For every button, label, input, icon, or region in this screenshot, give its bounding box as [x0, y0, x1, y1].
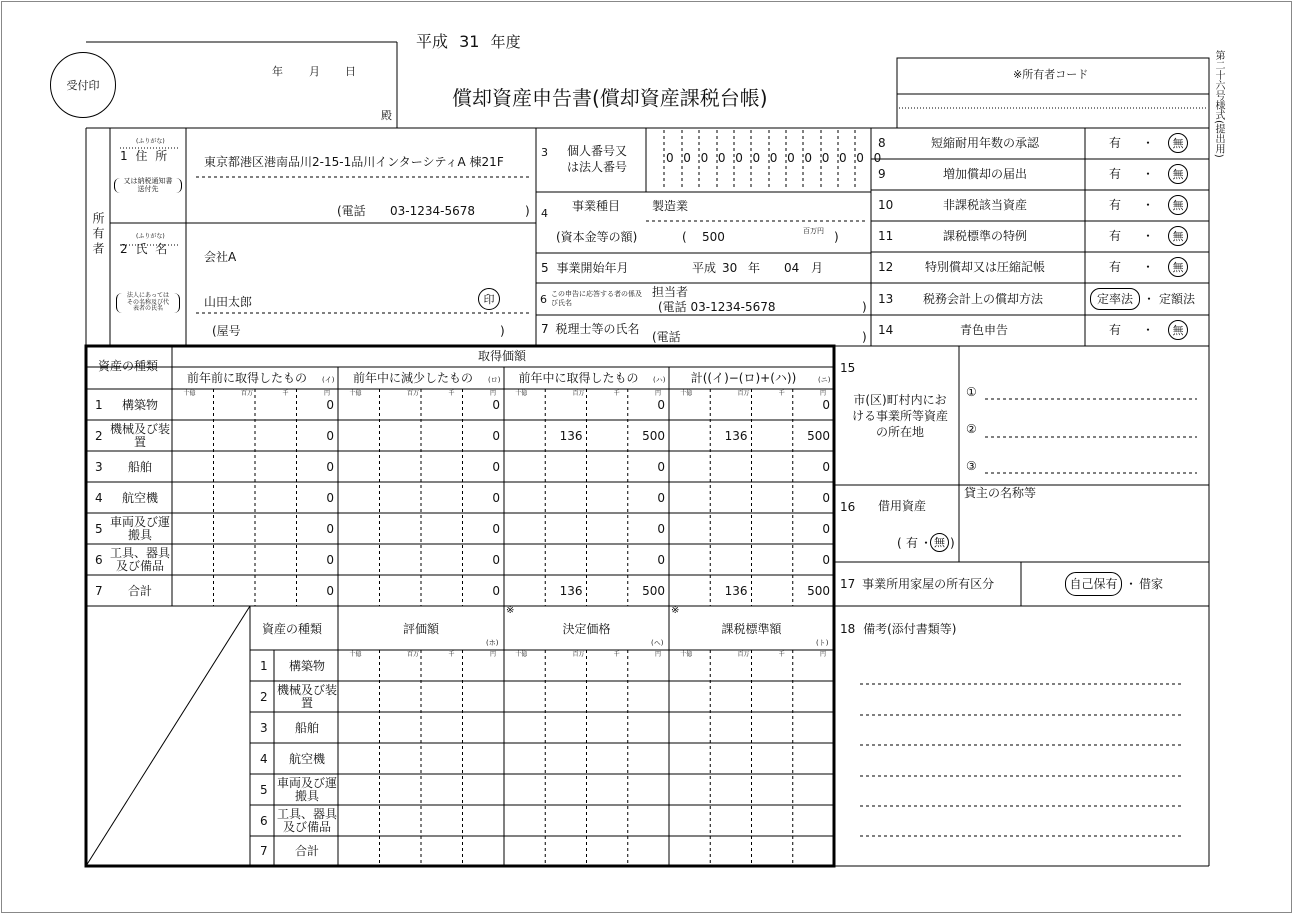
val-unit-label: 千 [448, 651, 455, 658]
name-note: 法人にあってはその名称及び代表者の氏名 [116, 293, 180, 313]
acq-value-yen[interactable]: 0 [492, 397, 500, 412]
f3-label: 個人番号又は法人番号 [566, 144, 627, 174]
item-yes[interactable]: 有 [1109, 229, 1122, 243]
acq-unit-label: 十億 [183, 390, 196, 397]
val-row-name: 車両及び運搬具 [276, 775, 337, 803]
corporate-number-digit: 0 [752, 151, 761, 165]
acq-row-name: 航空機 [121, 490, 158, 505]
location-mark-1: ① [966, 385, 977, 399]
start-year-value[interactable]: 30 [722, 261, 738, 275]
acq-value-yen[interactable]: 0 [657, 490, 665, 505]
acq-value-yen[interactable]: 0 [492, 459, 500, 474]
acq-value-yen[interactable]: 0 [822, 397, 830, 412]
acq-row-number: 3 [95, 459, 103, 474]
item-yes[interactable]: 有 [1109, 167, 1122, 181]
start-month-value[interactable]: 04 [784, 261, 800, 275]
val-row-number: 7 [260, 844, 268, 858]
val-row-number: 1 [260, 658, 268, 673]
item13-number: 13 [878, 292, 894, 306]
val-unit-label: 円 [490, 651, 497, 658]
item-dot: ・ [1142, 198, 1155, 212]
val-unit-label: 百万 [737, 651, 750, 658]
corporate-number-digit: 0 [735, 151, 743, 165]
acq-unit-label: 百万 [407, 390, 420, 397]
acq-column-mark: (ニ) [818, 376, 831, 384]
acq-value-yen[interactable]: 0 [657, 459, 665, 474]
acq-value-yen[interactable]: 0 [326, 521, 334, 536]
item14-dot: ・ [1142, 323, 1155, 337]
item-label: 特別償却又は圧縮記帳 [924, 260, 1045, 274]
acq-row-number: 4 [95, 490, 103, 505]
val-row-name: 機械及び装置 [276, 682, 337, 710]
item-no-circled[interactable]: 無 [1168, 257, 1188, 277]
item13-dot: ・ [1143, 292, 1156, 306]
contact-tel-value[interactable]: (電話 03-1234-5678 [658, 300, 776, 314]
form-number-label: 第二十六号様式(提出用) [1213, 50, 1224, 158]
val-row-number: 3 [260, 720, 268, 735]
val-column-label: 決定価格 [562, 622, 611, 636]
acq-row-name: 構築物 [121, 397, 158, 412]
acq-row-number: 6 [95, 552, 103, 567]
acq-row-number: 1 [95, 397, 103, 412]
acq-value-yen[interactable]: 0 [326, 397, 334, 412]
item-number: 10 [878, 198, 894, 212]
val-unit-label: 千 [778, 651, 785, 658]
acq-unit-label: 百万 [241, 390, 254, 397]
val-row-name: 構築物 [288, 658, 325, 673]
val-unit-label: 十億 [680, 651, 693, 658]
acq-value-yen[interactable]: 0 [657, 397, 665, 412]
date-year-label: 年 [272, 65, 283, 78]
corporate-number-digit: 0 [666, 151, 674, 165]
acq-value-yen[interactable]: 0 [822, 521, 830, 536]
acq-unit-label: 千 [282, 390, 289, 397]
f16-dot: ・ [920, 536, 933, 550]
f17-dot: ・ [1125, 577, 1138, 591]
acq-unit-label: 十億 [680, 390, 693, 397]
acq-value-yen[interactable]: 500 [807, 428, 830, 443]
corporate-number-digit: 0 [717, 151, 726, 165]
f16-close: ) [950, 536, 955, 550]
item-dot: ・ [1142, 136, 1155, 150]
item13-option-declining[interactable]: 定率法 [1090, 288, 1140, 310]
receipt-seal-circle [50, 52, 116, 118]
acq-value-yen[interactable]: 0 [326, 583, 334, 598]
corporate-number-digit: 0 [700, 151, 709, 165]
item14-yes[interactable]: 有 [1109, 323, 1122, 337]
item13-option-straight[interactable]: 定額法 [1159, 292, 1196, 306]
val-unit-label: 千 [613, 651, 620, 658]
val-column-note: ※ [671, 605, 680, 616]
acq-value-yen[interactable]: 0 [326, 428, 334, 443]
f17-option-owned[interactable]: 自己保有 [1065, 572, 1122, 596]
acq-row-number: 2 [95, 428, 103, 443]
corporate-number-digit: 0 [856, 151, 864, 165]
acq-unit-label: 十億 [515, 390, 528, 397]
era-prefix: 平成 [416, 32, 449, 51]
f15-label: 市(区)町村内における事業所等資産の所在地 [852, 393, 949, 439]
acq-value-yen[interactable]: 0 [326, 459, 334, 474]
lender-name-label: 貸主の名称等 [964, 486, 1037, 500]
name-furigana-label: (ふりがな) [136, 233, 165, 240]
acq-unit-label: 十億 [349, 390, 362, 397]
acq-value-yen[interactable]: 0 [326, 552, 334, 567]
location-mark-2: ② [966, 422, 977, 436]
f17-label: 17 事業所用家屋の所有区分 [840, 577, 995, 591]
corporate-number-digit: 0 [769, 151, 778, 165]
val-row-number: 5 [260, 782, 268, 797]
trade-name-label: (屋号 [212, 324, 241, 338]
corporate-number-digit: 0 [839, 151, 847, 165]
f16-number: 16 [840, 500, 856, 514]
item-yes[interactable]: 有 [1109, 260, 1122, 274]
val-unit-label: 円 [820, 651, 827, 658]
item14-label: 青色申告 [960, 323, 1009, 337]
f16-open: ( [897, 536, 902, 550]
seal-mark: 印 [478, 288, 500, 310]
corporate-number-digit: 0 [804, 151, 813, 165]
f4-number: 4 [541, 207, 548, 220]
form-title: 償却資産申告書(償却資産課税台帳) [452, 86, 768, 110]
acq-column-mark: (ロ) [488, 376, 501, 384]
acq-value-yen[interactable]: 0 [492, 428, 500, 443]
capital-label: (資本金等の額) [556, 230, 638, 244]
addressee-label: 殿 [381, 109, 392, 122]
f18-label: 18 備考(添付書類等) [840, 622, 957, 636]
acq-unit-label: 千 [448, 390, 455, 397]
f4-label: 事業種目 [572, 199, 621, 213]
acq-value-yen[interactable]: 0 [657, 552, 665, 567]
val-unit-label: 百万 [572, 651, 585, 658]
acq-unit-label: 円 [820, 390, 827, 397]
item-number: 11 [878, 229, 894, 243]
acq-unit-label: 百万 [572, 390, 585, 397]
item14-no-circled[interactable]: 無 [1168, 320, 1188, 340]
item13-label: 税務会計上の償却方法 [923, 292, 1044, 306]
acq-unit-label: 円 [324, 390, 331, 397]
acq-unit-label: 百万 [737, 390, 750, 397]
address-tel-value[interactable]: 03-1234-5678 [390, 204, 476, 218]
address-tel-prefix: (電話 [337, 204, 366, 218]
val-row-name: 航空機 [288, 751, 325, 766]
item-number: 9 [878, 167, 886, 181]
acq-value-thousands[interactable]: 136 [559, 583, 583, 598]
name-label: 2 氏 名 [120, 242, 168, 256]
trade-name-close: ) [500, 324, 505, 338]
val-row-number: 2 [260, 689, 268, 704]
acq-row-name: 船舶 [127, 459, 152, 474]
name-value[interactable]: 会社A [204, 250, 237, 264]
address-label: 1 住 所 [120, 149, 168, 163]
corporate-number-digits[interactable] [664, 151, 882, 166]
corporate-number-digit: 0 [821, 151, 830, 165]
tax-accountant-tel[interactable]: (電話 [652, 330, 681, 344]
capital-open: ( [682, 230, 687, 244]
acq-unit-label: 千 [613, 390, 620, 397]
item-dot: ・ [1142, 229, 1155, 243]
val-unit-label: 円 [655, 651, 662, 658]
item-no-circled[interactable]: 無 [1168, 226, 1188, 246]
start-era: 平成 [692, 261, 717, 275]
acq-column-mark: (イ) [322, 376, 335, 384]
acq-column-label: 計((イ)−(ロ)+(ハ)) [690, 371, 797, 385]
acq-row-name: 機械及び装置 [110, 421, 171, 449]
era-year: 31 [459, 32, 480, 51]
corporate-number-digit: 0 [873, 151, 882, 165]
acq-column-label: 前年前に取得したもの [186, 371, 307, 385]
f3-number: 3 [541, 146, 548, 159]
item-no-circled[interactable]: 無 [1168, 164, 1188, 184]
start-year-unit: 年 [748, 261, 761, 275]
acq-value-yen[interactable]: 500 [642, 583, 665, 598]
acq-value-yen[interactable]: 0 [657, 521, 665, 536]
val-column-mark: (ホ) [486, 639, 499, 647]
item-label: 増加償却の届出 [942, 167, 1027, 181]
item-number: 12 [878, 260, 894, 274]
val-unit-label: 十億 [515, 651, 528, 658]
item-yes[interactable]: 有 [1109, 136, 1122, 150]
val-unit-label: 百万 [407, 651, 420, 658]
address-value[interactable]: 東京都港区港南品川2-15-1品川インターシティA 棟21F [204, 155, 504, 169]
acq-value-yen[interactable]: 500 [807, 583, 830, 598]
acq-value-yen[interactable]: 0 [492, 521, 500, 536]
item14-number: 14 [878, 323, 894, 337]
capital-close: ) [834, 230, 839, 244]
item-label: 短縮耐用年数の承認 [930, 136, 1039, 150]
item-dot: ・ [1142, 167, 1155, 181]
f16-yes[interactable]: 有 [906, 536, 919, 550]
item-no-circled[interactable]: 無 [1168, 195, 1188, 215]
start-month-unit: 月 [811, 261, 824, 275]
f6-number: 6 [540, 293, 547, 306]
location-mark-3: ③ [966, 459, 977, 473]
capital-unit: 百万円 [803, 227, 824, 235]
acq-unit-label: 千 [778, 390, 785, 397]
acq-value-yen[interactable]: 0 [822, 459, 830, 474]
business-type-value[interactable]: 製造業 [652, 199, 689, 213]
capital-value[interactable]: 500 [702, 230, 725, 244]
f7-label: 7 税理士等の氏名 [541, 322, 640, 336]
acq-value-thousands[interactable]: 136 [724, 428, 748, 443]
acq-value-yen[interactable]: 500 [642, 428, 665, 443]
val-column-label: 課税標準額 [721, 622, 782, 636]
corporate-number-digit: 0 [787, 151, 795, 165]
address-note: 又は納税通知書送付先 [114, 178, 182, 193]
val-unit-label: 十億 [349, 651, 362, 658]
val-row-name: 船舶 [294, 720, 319, 735]
acq-column-mark: (ハ) [653, 376, 666, 384]
f17-option-rented[interactable]: 借家 [1139, 577, 1164, 591]
address-furigana-label: (ふりがな) [136, 138, 165, 145]
receipt-seal-label: 受付印 [66, 78, 100, 92]
val-column-label: 評価額 [402, 622, 439, 636]
acq-row-name: 工具、器具及び備品 [110, 545, 171, 573]
item-no-circled[interactable]: 無 [1168, 133, 1188, 153]
acq-column-label: 前年中に取得したもの [518, 371, 639, 385]
tax-accountant-close: ) [862, 330, 867, 344]
item-yes[interactable]: 有 [1109, 198, 1122, 212]
fiscal-year-label [416, 34, 521, 50]
acq-value-yen[interactable]: 0 [492, 490, 500, 505]
acq-type-header: 資産の種類 [98, 359, 159, 373]
item-label: 課税標準の特例 [942, 229, 1027, 243]
acq-value-yen[interactable]: 0 [492, 583, 500, 598]
acq-value-yen[interactable]: 0 [822, 552, 830, 567]
contact-tel-close: ) [862, 300, 867, 314]
val-row-name: 工具、器具及び備品 [276, 806, 337, 834]
owner-code-label: ※所有者コード [1013, 68, 1089, 81]
acq-group-header: 取得価額 [478, 349, 527, 363]
corporate-number-digit: 0 [683, 151, 691, 165]
f16-no-circled[interactable]: 無 [930, 533, 949, 552]
era-suffix: 年度 [490, 33, 521, 51]
f5-label: 5 事業開始年月 [541, 261, 629, 275]
acq-column-label: 前年中に減少したもの [352, 371, 473, 385]
f16-label: 借用資産 [878, 499, 927, 513]
acq-row-name: 車両及び運搬具 [110, 514, 171, 542]
contact-person-value[interactable]: 担当者 [652, 285, 689, 299]
acq-value-thousands[interactable]: 136 [559, 428, 583, 443]
item-label: 非課税該当資産 [942, 198, 1027, 212]
acq-value-thousands[interactable]: 136 [724, 583, 748, 598]
acq-row-number: 7 [95, 583, 103, 598]
val-type-header: 資産の種類 [262, 622, 323, 636]
representative-value[interactable]: 山田太郎 [204, 295, 253, 309]
f15-number: 15 [840, 361, 856, 375]
item-dot: ・ [1142, 260, 1155, 274]
val-column-note: ※ [506, 605, 515, 616]
acq-row-name: 合計 [127, 583, 152, 598]
val-column-mark: (ヘ) [651, 639, 664, 647]
f6-label: この申告に応答する者の係及び氏名 [551, 290, 642, 307]
date-day-label: 日 [345, 65, 356, 78]
acq-unit-label: 円 [655, 390, 662, 397]
date-month-label: 月 [309, 65, 320, 78]
item-number: 8 [878, 136, 886, 150]
acq-value-yen[interactable]: 0 [492, 552, 500, 567]
address-tel-suffix: ) [525, 204, 530, 218]
owner-side-label: 所有者 [91, 212, 105, 257]
val-row-number: 4 [260, 751, 268, 766]
val-column-mark: (ト) [816, 639, 829, 647]
val-row-name: 合計 [294, 844, 319, 858]
val-row-number: 6 [260, 813, 268, 828]
acq-value-yen[interactable]: 0 [326, 490, 334, 505]
acq-unit-label: 円 [490, 390, 497, 397]
acq-value-yen[interactable]: 0 [822, 490, 830, 505]
acq-row-number: 5 [95, 521, 103, 536]
